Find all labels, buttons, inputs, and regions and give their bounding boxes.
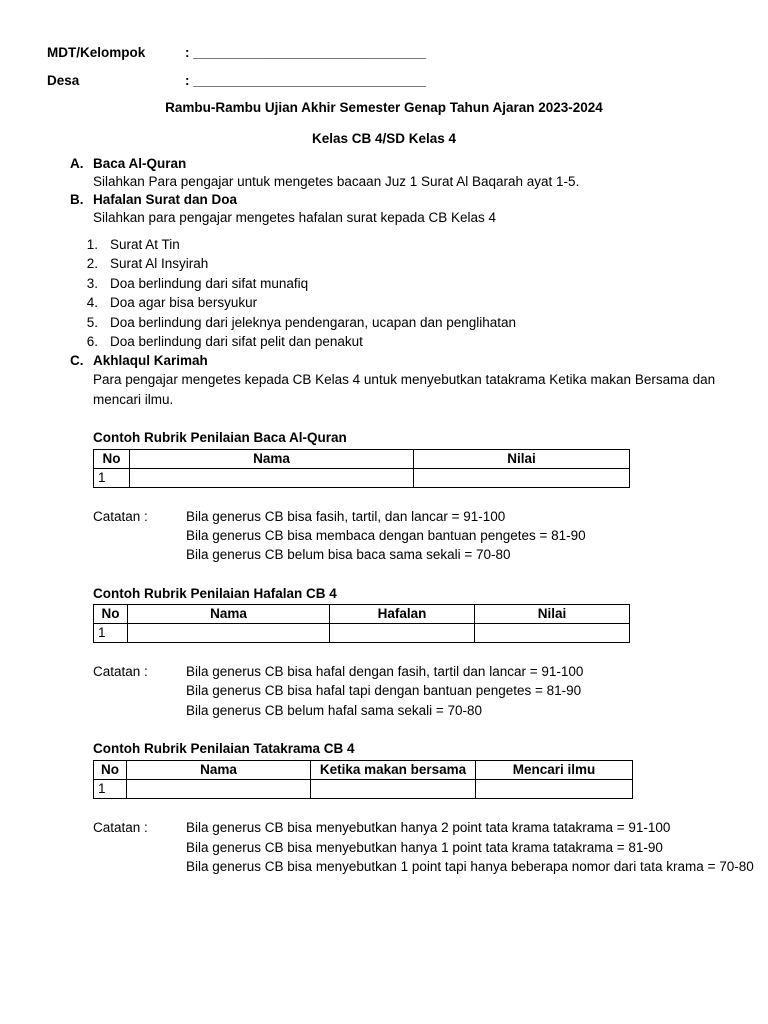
rubric1-note: Bila generus CB belum bisa baca sama sekali = 70-80 — [186, 547, 511, 562]
list-number: 4. — [86, 295, 98, 310]
list-number: 6. — [86, 334, 98, 349]
cell-nama — [128, 624, 330, 643]
table-header-row — [94, 605, 630, 624]
section-a-body: Silahkan Para pengajar untuk mengetes bacaan Juz 1 Surat Al Baqarah ayat 1-5. — [93, 174, 580, 189]
header-nilai: Nilai — [414, 450, 630, 469]
cell-nilai — [414, 469, 630, 488]
mdt-label: MDT/Kelompok — [47, 45, 146, 60]
section-b-heading: Hafalan Surat dan Doa — [93, 192, 238, 207]
rubric2-table — [93, 604, 630, 643]
header-nama: Nama — [127, 761, 311, 780]
rubric1-title: Contoh Rubrik Penilaian Baca Al-Quran — [93, 430, 347, 445]
cell-no: 1 — [94, 624, 128, 643]
header-nama: Nama — [128, 605, 330, 624]
header-hafalan: Hafalan — [330, 605, 475, 624]
rubric1-note: Bila generus CB bisa membaca dengan bantuan pengetes = 81-90 — [186, 528, 586, 543]
rubric2-note: Bila generus CB bisa hafal dengan fasih, tartil dan lancar = 91-100 — [186, 664, 584, 679]
list-item: Surat At Tin — [110, 237, 180, 252]
rubric3-table — [93, 760, 633, 799]
section-b-body: Silahkan para pengajar mengetes hafalan surat kepada CB Kelas 4 — [93, 210, 497, 225]
rubric1-note-label: Catatan : — [93, 509, 148, 524]
rubric2-note-label: Catatan : — [93, 664, 148, 679]
table-row — [94, 624, 630, 643]
desa-label: Desa — [47, 73, 80, 88]
list-number: 1. — [86, 237, 98, 252]
section-c-body-line1: Para pengajar mengetes kepada CB Kelas 4 untuk menyebutkan tatakrama Ketika makan Bersama dan — [93, 372, 716, 387]
section-b-letter: B. — [70, 192, 84, 207]
list-item: Doa berlindung dari sifat pelit dan penakut — [110, 334, 363, 349]
header-ketika-makan: Ketika makan bersama — [311, 761, 476, 780]
page-title: Rambu-Rambu Ujian Akhir Semester Genap Tahun Ajaran 2023-2024 — [165, 100, 603, 115]
cell-no: 1 — [94, 780, 127, 799]
table-header-row — [94, 761, 633, 780]
section-c-body-line2: mencari ilmu. — [93, 392, 174, 407]
cell-nama — [130, 469, 414, 488]
rubric3-note-label: Catatan : — [93, 820, 148, 835]
list-item: Doa berlindung dari jeleknya pendengaran, ucapan dan penglihatan — [110, 315, 517, 330]
page-subtitle: Kelas CB 4/SD Kelas 4 — [311, 131, 457, 146]
rubric3-note: Bila generus CB bisa menyebutkan hanya 1 point tata krama tatakrama = 81-90 — [186, 840, 663, 855]
rubric3-title: Contoh Rubrik Penilaian Tatakrama CB 4 — [93, 741, 355, 756]
cell-nilai — [475, 624, 630, 643]
list-number: 2. — [86, 256, 98, 271]
rubric3-note: Bila generus CB bisa menyebutkan hanya 2 point tata krama tatakrama = 91-100 — [186, 820, 671, 835]
rubric2-note: Bila generus CB belum hafal sama sekali = 70-80 — [186, 703, 483, 718]
cell-nama — [127, 780, 311, 799]
rubric1-table — [93, 449, 630, 488]
header-nama: Nama — [130, 450, 414, 469]
header-no: No — [94, 450, 130, 469]
cell-hafalan — [330, 624, 475, 643]
section-c-heading: Akhlaqul Karimah — [93, 353, 208, 368]
cell-ketika-makan — [311, 780, 476, 799]
list-item: Doa berlindung dari sifat munafiq — [110, 276, 309, 291]
section-c-letter: C. — [70, 353, 84, 368]
list-number: 5. — [86, 315, 98, 330]
rubric2-title: Contoh Rubrik Penilaian Hafalan CB 4 — [93, 586, 337, 601]
header-nilai: Nilai — [475, 605, 630, 624]
header-no: No — [94, 761, 127, 780]
list-item: Doa agar bisa bersyukur — [110, 295, 258, 310]
desa-blank: : _______________________________ — [185, 73, 426, 88]
header-no: No — [94, 605, 128, 624]
rubric1-note: Bila generus CB bisa fasih, tartil, dan lancar = 91-100 — [186, 509, 506, 524]
list-item: Surat Al Insyirah — [110, 256, 209, 271]
cell-mencari-ilmu — [476, 780, 633, 799]
header-mencari-ilmu: Mencari ilmu — [476, 761, 633, 780]
section-a-heading: Baca Al-Quran — [93, 156, 187, 171]
mdt-blank: : _______________________________ — [185, 45, 426, 60]
section-a-letter: A. — [70, 156, 84, 171]
table-header-row — [94, 450, 630, 469]
table-row — [94, 780, 633, 799]
table-row — [94, 469, 630, 488]
rubric3-note: Bila generus CB bisa menyebutkan 1 point tapi hanya beberapa nomor dari tata krama = 70-80 — [186, 859, 754, 874]
cell-no: 1 — [94, 469, 130, 488]
list-number: 3. — [86, 276, 98, 291]
rubric2-note: Bila generus CB bisa hafal tapi dengan bantuan pengetes = 81-90 — [186, 683, 582, 698]
